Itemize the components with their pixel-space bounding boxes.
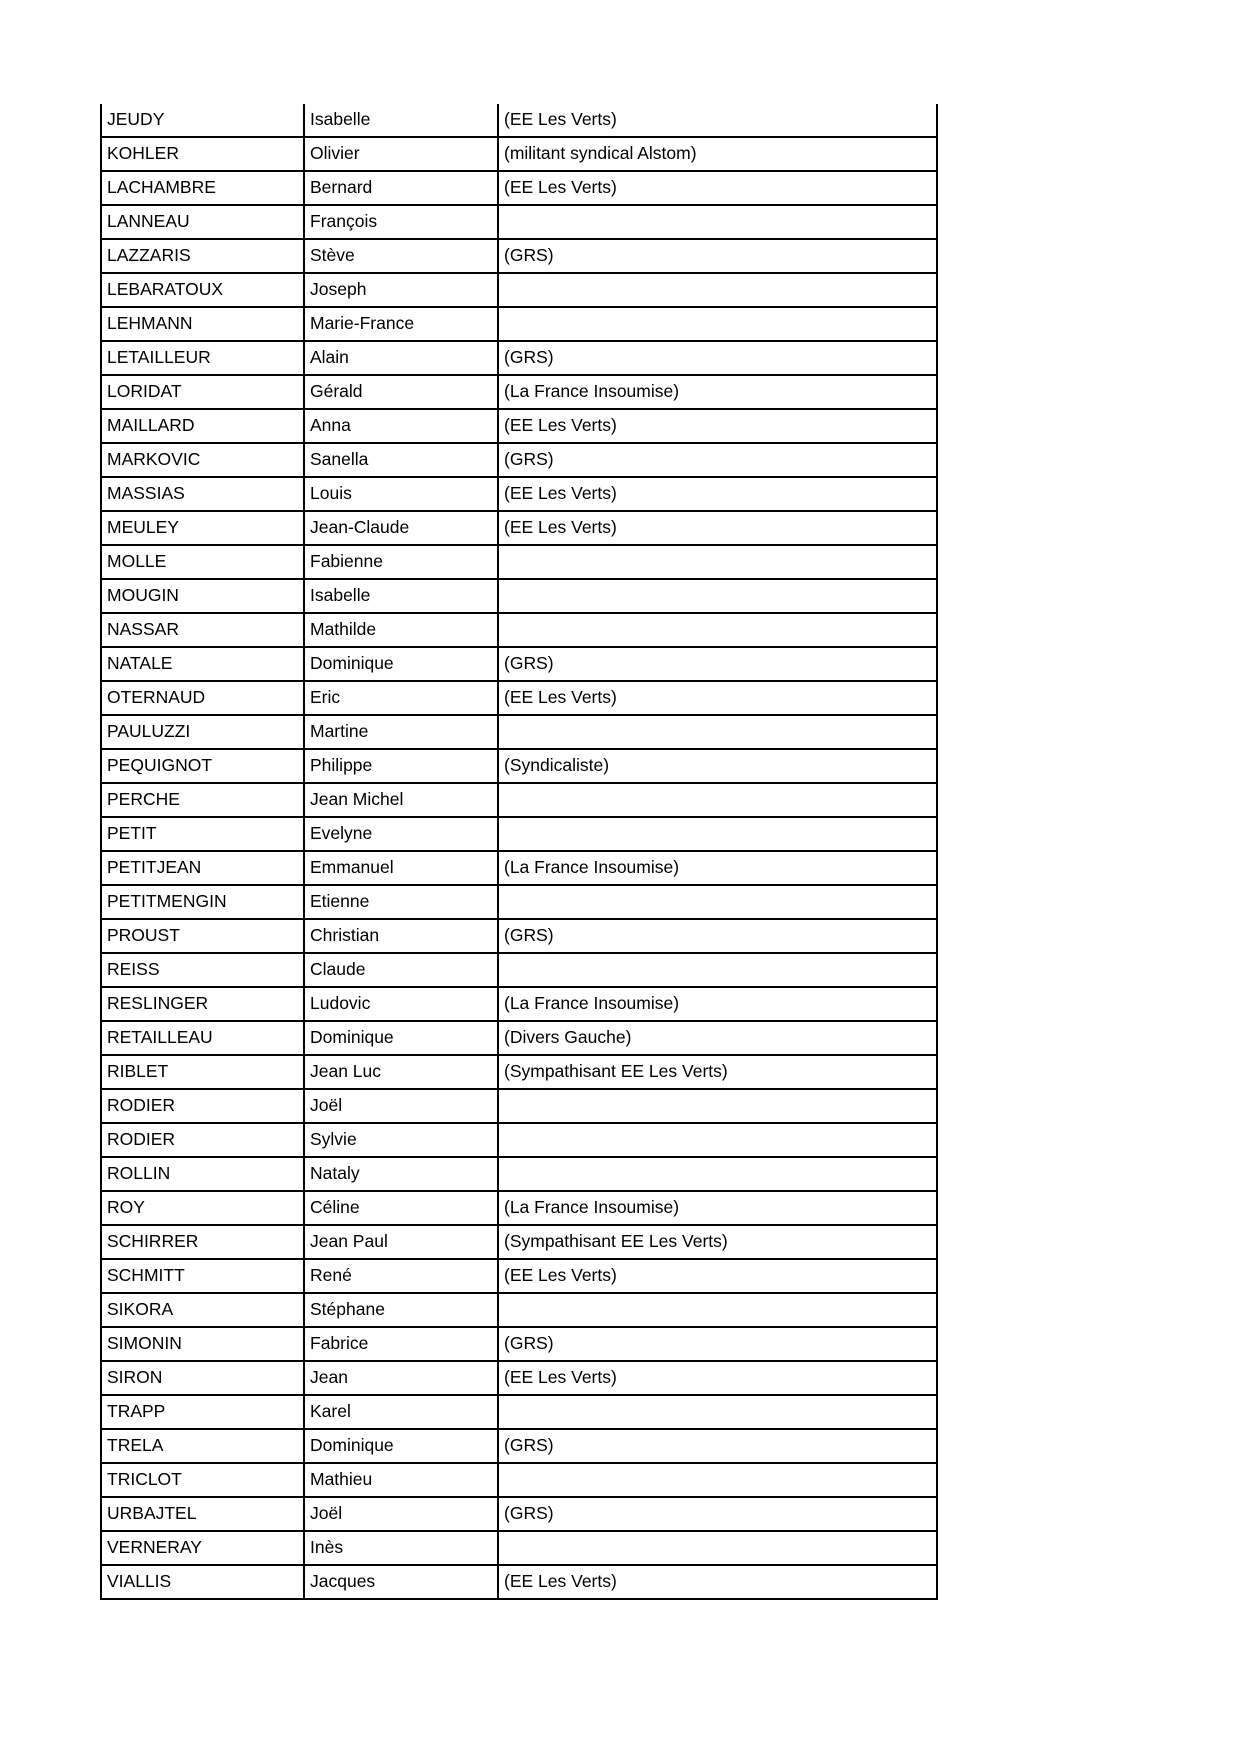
table-row (101, 545, 937, 579)
last-name-cell: MAILLARD (101, 409, 304, 443)
affiliation-cell: (GRS) (498, 1327, 937, 1361)
last-name-cell: SIMONIN (101, 1327, 304, 1361)
affiliation-cell (498, 1463, 937, 1497)
table-row (101, 1157, 937, 1191)
last-name-cell: KOHLER (101, 137, 304, 171)
first-name-cell: Emmanuel (304, 851, 498, 885)
last-name-cell: URBAJTEL (101, 1497, 304, 1531)
affiliation-cell: (GRS) (498, 239, 937, 273)
last-name-cell: PAULUZZI (101, 715, 304, 749)
first-name-cell: Dominique (304, 1021, 498, 1055)
first-name-cell: Jean Luc (304, 1055, 498, 1089)
last-name-cell: LEBARATOUX (101, 273, 304, 307)
affiliation-cell: (Syndicaliste) (498, 749, 937, 783)
affiliation-cell (498, 1157, 937, 1191)
first-name-cell: Nataly (304, 1157, 498, 1191)
last-name-cell: MARKOVIC (101, 443, 304, 477)
table-row (101, 511, 937, 545)
table-row (101, 613, 937, 647)
last-name-cell: LORIDAT (101, 375, 304, 409)
table-row (101, 851, 937, 885)
last-name-cell: PROUST (101, 919, 304, 953)
affiliation-cell (498, 817, 937, 851)
table-row (101, 647, 937, 681)
affiliation-cell: (GRS) (498, 1429, 937, 1463)
first-name-cell: Mathilde (304, 613, 498, 647)
last-name-cell: JEUDY (101, 104, 304, 137)
first-name-cell: Dominique (304, 1429, 498, 1463)
affiliation-cell (498, 1293, 937, 1327)
table-row (101, 239, 937, 273)
affiliation-cell: (La France Insoumise) (498, 1191, 937, 1225)
last-name-cell: TRICLOT (101, 1463, 304, 1497)
affiliation-cell: (GRS) (498, 1497, 937, 1531)
table-row (101, 1531, 937, 1565)
first-name-cell: Joël (304, 1497, 498, 1531)
table-row (101, 1565, 937, 1599)
last-name-cell: RESLINGER (101, 987, 304, 1021)
last-name-cell: PEQUIGNOT (101, 749, 304, 783)
last-name-cell: NATALE (101, 647, 304, 681)
last-name-cell: ROLLIN (101, 1157, 304, 1191)
last-name-cell: LAZZARIS (101, 239, 304, 273)
table-row (101, 749, 937, 783)
table-row (101, 307, 937, 341)
table-row (101, 885, 937, 919)
first-name-cell: Isabelle (304, 104, 498, 137)
table-row (101, 341, 937, 375)
affiliation-cell: (EE Les Verts) (498, 171, 937, 205)
affiliation-cell (498, 307, 937, 341)
table-row (101, 919, 937, 953)
first-name-cell: Marie-France (304, 307, 498, 341)
last-name-cell: NASSAR (101, 613, 304, 647)
affiliation-cell: (Divers Gauche) (498, 1021, 937, 1055)
last-name-cell: OTERNAUD (101, 681, 304, 715)
table-row (101, 1055, 937, 1089)
first-name-cell: Fabrice (304, 1327, 498, 1361)
last-name-cell: LANNEAU (101, 205, 304, 239)
affiliation-cell: (EE Les Verts) (498, 104, 937, 137)
last-name-cell: PETIT (101, 817, 304, 851)
last-name-cell: MEULEY (101, 511, 304, 545)
first-name-cell: Isabelle (304, 579, 498, 613)
first-name-cell: Jacques (304, 1565, 498, 1599)
first-name-cell: Jean (304, 1361, 498, 1395)
table-row (101, 1225, 937, 1259)
first-name-cell: Mathieu (304, 1463, 498, 1497)
table-row (101, 1395, 937, 1429)
last-name-cell: SCHIRRER (101, 1225, 304, 1259)
first-name-cell: Philippe (304, 749, 498, 783)
first-name-cell: Alain (304, 341, 498, 375)
first-name-cell: Karel (304, 1395, 498, 1429)
affiliation-cell: (GRS) (498, 443, 937, 477)
affiliation-cell: (La France Insoumise) (498, 987, 937, 1021)
table-row (101, 1021, 937, 1055)
affiliation-cell: (Sympathisant EE Les Verts) (498, 1055, 937, 1089)
last-name-cell: PETITMENGIN (101, 885, 304, 919)
first-name-cell: Bernard (304, 171, 498, 205)
table-row (101, 409, 937, 443)
affiliation-cell: (GRS) (498, 919, 937, 953)
first-name-cell: Inès (304, 1531, 498, 1565)
first-name-cell: Eric (304, 681, 498, 715)
last-name-cell: REISS (101, 953, 304, 987)
last-name-cell: VERNERAY (101, 1531, 304, 1565)
last-name-cell: VIALLIS (101, 1565, 304, 1599)
affiliation-cell: (EE Les Verts) (498, 1259, 937, 1293)
first-name-cell: Sylvie (304, 1123, 498, 1157)
table-row (101, 1463, 937, 1497)
last-name-cell: RODIER (101, 1123, 304, 1157)
affiliation-cell (498, 205, 937, 239)
first-name-cell: Evelyne (304, 817, 498, 851)
affiliation-cell: (GRS) (498, 647, 937, 681)
affiliation-cell: (militant syndical Alstom) (498, 137, 937, 171)
table-row (101, 477, 937, 511)
first-name-cell: Claude (304, 953, 498, 987)
affiliation-cell (498, 715, 937, 749)
first-name-cell: Jean-Claude (304, 511, 498, 545)
last-name-cell: ROY (101, 1191, 304, 1225)
affiliation-cell (498, 885, 937, 919)
first-name-cell: Christian (304, 919, 498, 953)
last-name-cell: MOUGIN (101, 579, 304, 613)
first-name-cell: Stève (304, 239, 498, 273)
affiliation-cell (498, 953, 937, 987)
affiliation-cell (498, 273, 937, 307)
table-row (101, 1259, 937, 1293)
table-row (101, 1089, 937, 1123)
first-name-cell: Joël (304, 1089, 498, 1123)
first-name-cell: Joseph (304, 273, 498, 307)
first-name-cell: Dominique (304, 647, 498, 681)
table-row (101, 681, 937, 715)
affiliation-cell (498, 1089, 937, 1123)
table-row (101, 137, 937, 171)
last-name-cell: RODIER (101, 1089, 304, 1123)
last-name-cell: MOLLE (101, 545, 304, 579)
last-name-cell: SIKORA (101, 1293, 304, 1327)
first-name-cell: Sanella (304, 443, 498, 477)
first-name-cell: Gérald (304, 375, 498, 409)
last-name-cell: TRAPP (101, 1395, 304, 1429)
first-name-cell: Olivier (304, 137, 498, 171)
last-name-cell: RETAILLEAU (101, 1021, 304, 1055)
last-name-cell: SCHMITT (101, 1259, 304, 1293)
table-row (101, 1123, 937, 1157)
first-name-cell: Céline (304, 1191, 498, 1225)
affiliation-cell: (EE Les Verts) (498, 1565, 937, 1599)
table-row (101, 783, 937, 817)
table-row (101, 104, 937, 137)
affiliation-cell: (EE Les Verts) (498, 681, 937, 715)
table-row (101, 579, 937, 613)
affiliation-cell (498, 783, 937, 817)
first-name-cell: Fabienne (304, 545, 498, 579)
first-name-cell: René (304, 1259, 498, 1293)
table-row (101, 205, 937, 239)
table-row (101, 171, 937, 205)
affiliation-cell: (La France Insoumise) (498, 851, 937, 885)
first-name-cell: Louis (304, 477, 498, 511)
first-name-cell: Jean Michel (304, 783, 498, 817)
table-row (101, 953, 937, 987)
last-name-cell: PERCHE (101, 783, 304, 817)
last-name-cell: LACHAMBRE (101, 171, 304, 205)
first-name-cell: Anna (304, 409, 498, 443)
table-row (101, 273, 937, 307)
signatories-table (100, 104, 938, 1600)
table-row (101, 1429, 937, 1463)
table-row (101, 1191, 937, 1225)
affiliation-cell: (EE Les Verts) (498, 477, 937, 511)
table-row (101, 443, 937, 477)
table-row (101, 375, 937, 409)
first-name-cell: François (304, 205, 498, 239)
last-name-cell: LEHMANN (101, 307, 304, 341)
affiliation-cell (498, 1123, 937, 1157)
affiliation-cell: (GRS) (498, 341, 937, 375)
last-name-cell: MASSIAS (101, 477, 304, 511)
affiliation-cell: (EE Les Verts) (498, 409, 937, 443)
last-name-cell: RIBLET (101, 1055, 304, 1089)
table-row (101, 1293, 937, 1327)
affiliation-cell: (EE Les Verts) (498, 511, 937, 545)
affiliation-cell (498, 545, 937, 579)
first-name-cell: Ludovic (304, 987, 498, 1021)
first-name-cell: Jean Paul (304, 1225, 498, 1259)
table-row (101, 1497, 937, 1531)
last-name-cell: TRELA (101, 1429, 304, 1463)
affiliation-cell (498, 1395, 937, 1429)
table-row (101, 987, 937, 1021)
last-name-cell: LETAILLEUR (101, 341, 304, 375)
affiliation-cell: (Sympathisant EE Les Verts) (498, 1225, 937, 1259)
affiliation-cell: (EE Les Verts) (498, 1361, 937, 1395)
affiliation-cell (498, 613, 937, 647)
first-name-cell: Martine (304, 715, 498, 749)
last-name-cell: PETITJEAN (101, 851, 304, 885)
signatories-table-body (101, 104, 937, 1599)
affiliation-cell (498, 1531, 937, 1565)
first-name-cell: Stéphane (304, 1293, 498, 1327)
last-name-cell: SIRON (101, 1361, 304, 1395)
table-row (101, 715, 937, 749)
table-row (101, 1327, 937, 1361)
table-row (101, 817, 937, 851)
first-name-cell: Etienne (304, 885, 498, 919)
affiliation-cell (498, 579, 937, 613)
affiliation-cell: (La France Insoumise) (498, 375, 937, 409)
table-row (101, 1361, 937, 1395)
